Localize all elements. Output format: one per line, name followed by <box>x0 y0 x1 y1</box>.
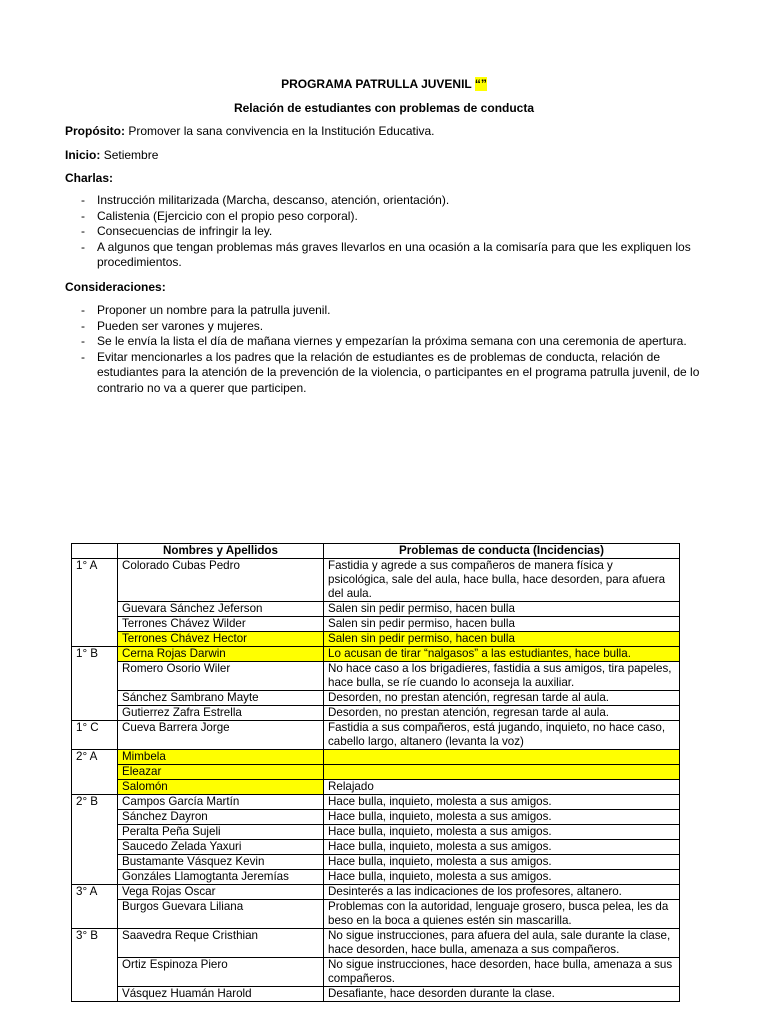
student-name: Peralta Peña Sujeli <box>122 825 221 838</box>
conduct-issue: No sigue instrucciones, para afuera del aula, sale durante la clase, hace desorden, hace bulla, amenaza a sus compañeros. <box>328 929 671 956</box>
student-name-cell <box>118 750 324 765</box>
table-row <box>72 855 680 870</box>
start-text: Setiembre <box>103 148 159 162</box>
document-subtitle: Relación de estudiantes con problemas de conducta <box>233 101 535 115</box>
student-name: Eleazar <box>122 765 162 778</box>
conduct-issue: Lo acusan de tirar “nalgasos” a las estudiantes, hace bulla. <box>328 647 631 660</box>
student-name: Gonzáles Llamogtanta Jeremías <box>122 870 289 883</box>
table-row <box>72 929 680 958</box>
considerations-item: - Pueden ser varones y mujeres. <box>65 319 705 335</box>
conduct-issue-cell <box>324 987 680 1002</box>
header-grade <box>72 544 118 559</box>
conduct-issue-cell <box>324 780 680 795</box>
grade-cell: 3° A <box>72 885 118 929</box>
student-name: Terrones Chávez Wilder <box>122 617 246 630</box>
table-row <box>72 958 680 987</box>
student-name-cell <box>118 840 324 855</box>
considerations-item: - Se le envía la lista el día de mañana viernes y empezarían la próxima semana con una ceremonia de apertura. <box>65 334 705 350</box>
table-row <box>72 559 680 602</box>
student-name: Cueva Barrera Jorge <box>122 721 230 734</box>
student-name-cell <box>118 929 324 958</box>
conduct-issue: Hace bulla, inquieto, molesta a sus amigos. <box>328 870 552 883</box>
conduct-issue-cell <box>324 602 680 617</box>
student-name-cell <box>118 855 324 870</box>
considerations-item: - Proponer un nombre para la patrulla juvenil. <box>65 303 705 319</box>
conduct-issue: Hace bulla, inquieto, molesta a sus amigos. <box>328 855 552 868</box>
table-row <box>72 632 680 647</box>
conduct-issue <box>328 750 331 763</box>
conduct-issue: Fastidia y agrede a sus compañeros de manera física y psicológica, sale del aula, hace bulla, hace desorden, para afuera del aula. <box>328 559 666 600</box>
student-name: Guevara Sánchez Jeferson <box>122 602 263 615</box>
conduct-issue: Desorden, no prestan atención, regresan tarde al aula. <box>328 691 610 704</box>
student-name: Saucedo Zelada Yaxuri <box>122 840 242 853</box>
table-row <box>72 885 680 900</box>
conduct-issue-cell <box>324 765 680 780</box>
conduct-issue-cell <box>324 885 680 900</box>
document-title <box>0 77 768 91</box>
conduct-issue-cell <box>324 647 680 662</box>
table-row <box>72 900 680 929</box>
student-name-cell <box>118 721 324 750</box>
grade-cell: 1° A <box>72 559 118 647</box>
conduct-issue: Hace bulla, inquieto, molesta a sus amigos. <box>328 825 552 838</box>
student-name-cell <box>118 647 324 662</box>
table-row <box>72 691 680 706</box>
conduct-issue-cell <box>324 825 680 840</box>
student-name-cell <box>118 958 324 987</box>
grade-cell: 2° A <box>72 750 118 795</box>
considerations-item: - Evitar mencionarles a los padres que la relación de estudiantes es de problemas de conducta, relación de estudiantes para la atención de la prevención de la violencia, o participantes en el programa patrulla juvenil, de lo contrario no va a querer que participen. <box>65 350 705 397</box>
grade-cell: 1° C <box>72 721 118 750</box>
conduct-issue-cell <box>324 795 680 810</box>
student-name-cell <box>118 632 324 647</box>
conduct-issue <box>328 765 331 778</box>
talks-item: - Instrucción militarizada (Marcha, descanso, atención, orientación). <box>65 193 705 209</box>
student-name: Campos García Martín <box>122 795 240 808</box>
conduct-issue: Relajado <box>328 780 374 793</box>
table-row <box>72 617 680 632</box>
header-names: Nombres y Apellidos <box>118 544 324 559</box>
table-row <box>72 662 680 691</box>
conduct-issue: Salen sin pedir permiso, hacen bulla <box>328 632 515 645</box>
student-name: Vásquez Huamán Harold <box>122 987 252 1000</box>
table-row <box>72 870 680 885</box>
student-name-cell <box>118 825 324 840</box>
talks-heading <box>65 171 113 185</box>
conduct-issue-cell <box>324 900 680 929</box>
conduct-issue: Salen sin pedir permiso, hacen bulla <box>328 602 515 615</box>
considerations-heading <box>65 280 166 294</box>
table-row <box>72 810 680 825</box>
table-row <box>72 706 680 721</box>
student-name-cell <box>118 885 324 900</box>
student-name-cell <box>118 765 324 780</box>
student-name: Sánchez Dayron <box>122 810 208 823</box>
conduct-issue-cell <box>324 810 680 825</box>
conduct-issue-cell <box>324 617 680 632</box>
student-name: Ortiz Espinoza Piero <box>122 958 228 971</box>
student-name: Romero Osorio Wiler <box>122 662 231 675</box>
student-name-cell <box>118 706 324 721</box>
conduct-issue: Problemas con la autoridad, lenguaje grosero, busca pelea, les da beso en la boca a quienes estén sin mascarilla. <box>328 900 669 927</box>
considerations-list <box>65 303 705 396</box>
conduct-issue-cell <box>324 929 680 958</box>
student-name: Saavedra Reque Cristhian <box>122 929 258 942</box>
conduct-issue: No hace caso a los brigadieres, fastidia a sus amigos, tira papeles, hace bulla, se ríe cuando lo aconseja la auxiliar. <box>328 662 672 689</box>
conduct-issue-cell <box>324 559 680 602</box>
conduct-issue: Desinterés a las indicaciones de los profesores, altanero. <box>328 885 622 898</box>
student-name: Salomón <box>122 780 168 793</box>
grade-cell: 1° B <box>72 647 118 721</box>
grade-cell: 3° B <box>72 929 118 1002</box>
table-row <box>72 825 680 840</box>
title-text: PROGRAMA PATRULLA JUVENIL <box>281 77 472 91</box>
student-name-cell <box>118 780 324 795</box>
student-name: Terrones Chávez Hector <box>122 632 248 645</box>
conduct-issue: Desafiante, hace desorden durante la clase. <box>328 987 555 1000</box>
title-highlight-mark: “” <box>474 77 487 91</box>
conduct-issue: Salen sin pedir permiso, hacen bulla <box>328 617 515 630</box>
student-name-cell <box>118 870 324 885</box>
student-name-cell <box>118 795 324 810</box>
student-name-cell <box>118 559 324 602</box>
conduct-issue-cell <box>324 632 680 647</box>
student-name-cell <box>118 900 324 929</box>
table-row <box>72 721 680 750</box>
table-row <box>72 795 680 810</box>
student-name-cell <box>118 617 324 632</box>
table-row <box>72 602 680 617</box>
talks-item: - A algunos que tengan problemas más graves llevarlos en una ocasión a la comisaría para que les expliquen los procedimientos. <box>65 240 705 271</box>
table-row <box>72 780 680 795</box>
student-name: Vega Rojas Oscar <box>122 885 216 898</box>
conduct-issue-cell <box>324 958 680 987</box>
student-name: Cerna Rojas Darwin <box>122 647 226 660</box>
purpose-line <box>65 124 435 138</box>
student-name: Mimbela <box>122 750 166 763</box>
student-name: Sánchez Sambrano Mayte <box>122 691 259 704</box>
student-name-cell <box>118 662 324 691</box>
student-name: Burgos Guevara Liliana <box>122 900 244 913</box>
talks-label: Charlas: <box>65 171 114 185</box>
start-label: Inicio: <box>65 148 101 162</box>
table-row <box>72 987 680 1002</box>
conduct-issue-cell <box>324 750 680 765</box>
table-row <box>72 840 680 855</box>
conduct-issue-cell <box>324 855 680 870</box>
student-name-cell <box>118 987 324 1002</box>
conduct-issue: No sigue instrucciones, hace desorden, hace bulla, amenaza a sus compañeros. <box>328 958 673 985</box>
talks-item: - Consecuencias de infringir la ley. <box>65 224 705 240</box>
grade-cell: 2° B <box>72 795 118 885</box>
conduct-issue: Hace bulla, inquieto, molesta a sus amigos. <box>328 795 552 808</box>
conduct-issue-cell <box>324 840 680 855</box>
start-line <box>65 148 158 162</box>
conduct-issue-cell <box>324 662 680 691</box>
conduct-issue-cell <box>324 721 680 750</box>
header-issues: Problemas de conducta (Incidencias) <box>324 544 680 559</box>
student-name-cell <box>118 810 324 825</box>
conduct-issue: Hace bulla, inquieto, molesta a sus amigos. <box>328 810 552 823</box>
student-name: Colorado Cubas Pedro <box>122 559 240 572</box>
table-row <box>72 765 680 780</box>
conduct-issue-cell <box>324 691 680 706</box>
student-name: Bustamante Vásquez Kevin <box>122 855 265 868</box>
considerations-label: Consideraciones: <box>65 280 166 294</box>
talks-list <box>65 193 705 271</box>
talks-item: - Calistenia (Ejercicio con el propio peso corporal). <box>65 209 705 225</box>
conduct-issue: Hace bulla, inquieto, molesta a sus amigos. <box>328 840 552 853</box>
conduct-issue: Fastidia a sus compañeros, está jugando, inquieto, no hace caso, cabello largo, altanero (levanta la voz) <box>328 721 666 748</box>
table-header-row <box>72 544 680 559</box>
table-row <box>72 750 680 765</box>
student-name-cell <box>118 691 324 706</box>
table-row <box>72 647 680 662</box>
conduct-table <box>71 543 680 1002</box>
student-name-cell <box>118 602 324 617</box>
student-name: Gutierrez Zafra Estrella <box>122 706 242 719</box>
purpose-text: Promover la sana convivencia en la Institución Educativa. <box>128 124 435 138</box>
conduct-issue-cell <box>324 870 680 885</box>
conduct-issue-cell <box>324 706 680 721</box>
conduct-issue: Desorden, no prestan atención, regresan tarde al aula. <box>328 706 610 719</box>
purpose-label: Propósito: <box>65 124 125 138</box>
